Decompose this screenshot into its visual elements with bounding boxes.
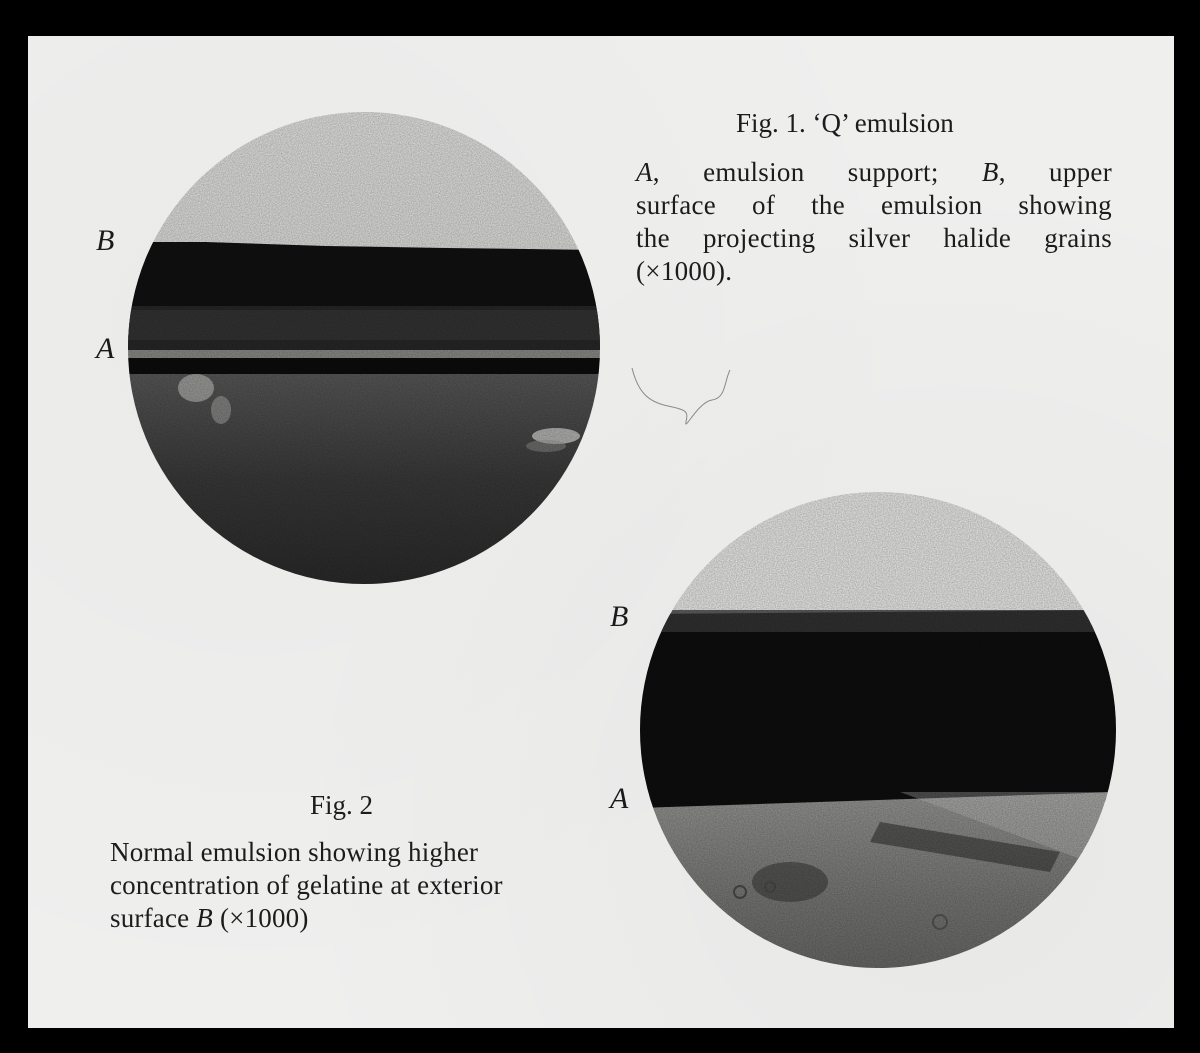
caption-run: (×1000) xyxy=(213,903,309,933)
figure-2-title: Fig. 2 xyxy=(310,790,374,820)
caption-line xyxy=(636,255,1112,288)
figure-2-label-b: B xyxy=(610,600,629,633)
caption-line xyxy=(110,902,610,935)
figure-2-caption xyxy=(110,836,610,935)
caption-run: the projecting silver halide grains xyxy=(636,223,1112,253)
figure-2-micrograph xyxy=(640,492,1116,968)
caption-line xyxy=(636,189,1112,222)
figure-1-caption xyxy=(636,156,1112,288)
caption-run: , emulsion support; xyxy=(652,157,982,187)
caption-run: (×1000). xyxy=(636,256,733,286)
caption-line xyxy=(636,156,1112,189)
printed-sheet xyxy=(28,36,1174,1028)
caption-italic-run: A xyxy=(636,157,653,187)
caption-italic-run: B xyxy=(981,157,999,187)
caption-italic-run: B xyxy=(196,903,213,933)
caption-line xyxy=(636,222,1112,255)
caption-line xyxy=(110,836,610,869)
caption-run: surface of the emulsion showing xyxy=(636,190,1112,220)
figure-1-micrograph xyxy=(126,110,602,586)
figure-2-label-a: A xyxy=(610,782,629,815)
caption-run: Normal emulsion showing higher xyxy=(110,837,479,867)
figure-1-title: Fig. 1. ‘Q’ emulsion xyxy=(736,108,954,138)
caption-line xyxy=(110,869,610,902)
caption-run: surface xyxy=(110,903,197,933)
figure-1-label-a: A xyxy=(96,332,115,365)
figure-1-label-b: B xyxy=(96,224,115,257)
caption-run: concentration of gelatine at exterior xyxy=(110,870,503,900)
caption-run: , upper xyxy=(998,157,1113,187)
dust-hair-artifact xyxy=(628,362,738,432)
